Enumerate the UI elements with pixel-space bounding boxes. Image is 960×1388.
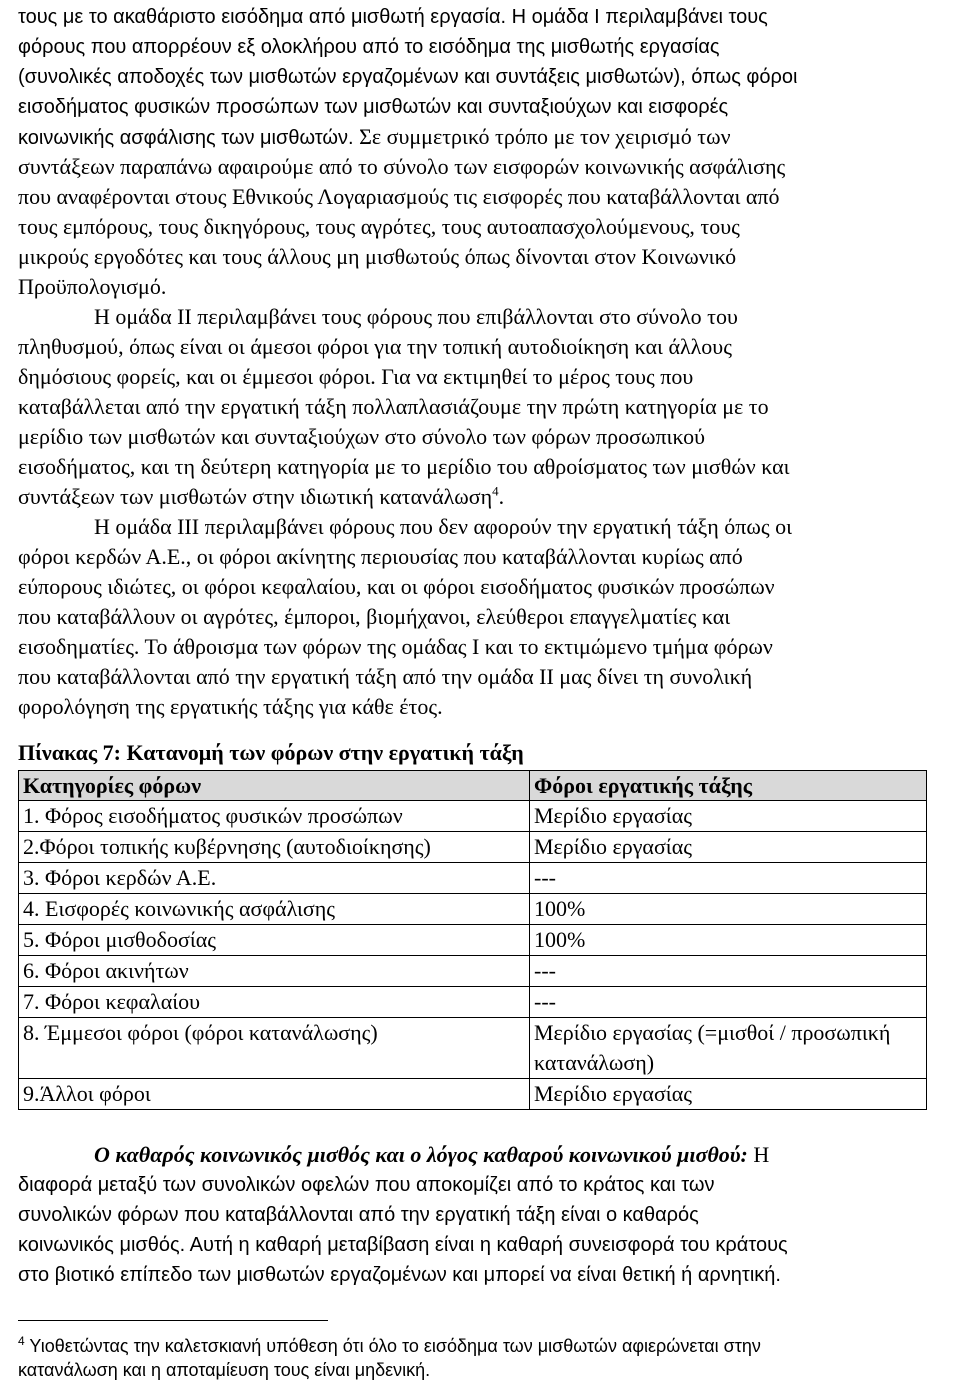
- table-row: [19, 801, 927, 832]
- section-4-line-3: συνολικών φόρων που καταβάλλονται από την εργατική τάξη είναι ο καθαρός: [18, 1204, 699, 1226]
- table-row: [19, 863, 927, 894]
- table-cell-share: Μερίδιο εργασίας: [530, 832, 927, 863]
- footnote-line-2: κατανάλωση και η αποταμίευση τους είναι μηδενική.: [18, 1360, 431, 1380]
- table-cell-share: ---: [530, 987, 927, 1018]
- table-row: [19, 987, 927, 1018]
- footnote-line-1: [18, 1334, 761, 1358]
- footnote-separator: [18, 1320, 328, 1321]
- section-4-first-line-rest: Η: [747, 1142, 770, 1167]
- table-cell-category: 8. Έμμεσοι φόροι (φόροι κατανάλωσης): [19, 1018, 530, 1079]
- table-cell-category: 3. Φόροι κερδών Α.Ε.: [19, 863, 530, 894]
- table-cell-category: 2.Φόροι τοπικής κυβέρνησης (αυτοδιοίκησης): [19, 832, 530, 863]
- paragraph-1-line-4: εισοδήματος φυσικών προσώπων των μισθωτών και συνταξιούχων και εισφορές: [18, 96, 729, 118]
- table-cell-category: 5. Φόροι μισθοδοσίας: [19, 925, 530, 956]
- paragraph-3-line-6: που καταβάλλονται από την εργατική τάξη από την ομάδα ΙΙ μας δίνει τη συνολική: [18, 664, 753, 689]
- paragraph-2-line-3: δημόσιους φορείς, και οι έμμεσοι φόροι. Για να εκτιμηθεί το μέρος τους που: [18, 364, 694, 389]
- table-cell-category: 1. Φόρος εισοδήματος φυσικών προσώπων: [19, 801, 530, 832]
- section-4-line-4: κοινωνικός μισθός. Αυτή η καθαρή μεταβίβαση είναι η καθαρή συνεισφορά του κράτους: [18, 1234, 788, 1256]
- paragraph-1-line-7: που αναφέρονται στους Εθνικούς Λογαριασμούς τις εισφορές που καταβάλλονται από: [18, 184, 780, 209]
- table-cell-share: 100%: [530, 925, 927, 956]
- paragraph-1-line-6: συντάξεων παραπάνω αφαιρούμε από το σύνολο των εισφορών κοινωνικής ασφάλισης: [18, 154, 786, 179]
- paragraph-2-line-4: καταβάλλεται από την εργατική τάξη πολλαπλασιάζουμε την πρώτη κατηγορία με το: [18, 394, 769, 419]
- table-cell-share: Μερίδιο εργασίας: [530, 1079, 927, 1110]
- paragraph-1-line-8: τους εμπόρους, τους δικηγόρους, τους αγρότες, τους αυτοαπασχολούμενους, τους: [18, 214, 740, 239]
- table-row: [19, 956, 927, 987]
- section-4-line-5: στο βιοτικό επίπεδο των μισθωτών εργαζομένων και μπορεί να είναι θετική ή αρνητική.: [18, 1264, 781, 1286]
- paragraph-2-line-1: Η ομάδα ΙΙ περιλαμβάνει τους φόρους που επιβάλλονται στο σύνολο του: [94, 304, 738, 329]
- paragraph-1-line-9: μικρούς εργοδότες και τους άλλους μη μισθωτούς όπως δίνονται στον Κοινωνικό: [18, 244, 737, 269]
- table-row: [19, 925, 927, 956]
- table-row: [19, 894, 927, 925]
- section-4-line-1: [94, 1140, 769, 1170]
- paragraph-1-line-10: Προϋπολογισμό.: [18, 274, 167, 299]
- table-cell-share: ---: [530, 956, 927, 987]
- paragraph-1-line-5-start: κοινωνικής ασφάλισης των μισθωτών.: [18, 127, 354, 149]
- paragraph-1-line-5: [18, 122, 731, 153]
- table-cell-category: 9.Άλλοι φόροι: [19, 1079, 530, 1110]
- footnote-text-1: Υιοθετώντας την καλετσκιανή υπόθεση ότι όλο το εισόδημα των μισθωτών αφιερώνεται στην: [24, 1336, 761, 1356]
- paragraph-2-line-7: [18, 482, 504, 512]
- table-header-categories: Κατηγορίες φόρων: [19, 771, 530, 801]
- footnote-number: 4: [18, 1334, 25, 1348]
- table-row: [19, 832, 927, 863]
- paragraph-2-line-6: εισοδήματος, και τη δεύτερη κατηγορία με το μερίδιο του αθροίσματος των μισθών και: [18, 454, 790, 479]
- table-header-working-class-taxes: Φόροι εργατικής τάξης: [530, 771, 927, 801]
- table-cell-share: Μερίδιο εργασίας: [530, 801, 927, 832]
- tax-distribution-table: [18, 770, 927, 1110]
- paragraph-1-line-3: (συνολικές αποδοχές των μισθωτών εργαζομένων και συντάξεις μισθωτών), όπως φόροι: [18, 66, 798, 88]
- footnote-reference: 4: [492, 483, 499, 499]
- table-cell-category: 7. Φόροι κεφαλαίου: [19, 987, 530, 1018]
- table-row: [19, 1018, 927, 1079]
- paragraph-3-line-3: εύπορους ιδιώτες, οι φόροι κεφαλαίου, και οι φόροι εισοδήματος φυσικών προσώπων: [18, 574, 775, 599]
- section-4-line-2: διαφορά μεταξύ των συνολικών οφελών που αποκομίζει από το κράτος και των: [18, 1174, 715, 1196]
- table-row: [19, 1079, 927, 1110]
- table-cell-share: 100%: [530, 894, 927, 925]
- table-cell-share: ---: [530, 863, 927, 894]
- paragraph-3-line-4: που καταβάλλουν οι αγρότες, έμποροι, βιομήχανοι, ελεύθεροι επαγγελματίες και: [18, 604, 731, 629]
- paragraph-2-line-5: μερίδιο των μισθωτών και συνταξιούχων στο σύνολο των φόρων προσωπικού: [18, 424, 705, 449]
- paragraph-3-line-7: φορολόγηση της εργατικής τάξης για κάθε έτος.: [18, 694, 443, 719]
- table-caption: Πίνακας 7: Κατανομή των φόρων στην εργατική τάξη: [18, 740, 524, 765]
- table-cell-category: 4. Εισφορές κοινωνικής ασφάλισης: [19, 894, 530, 925]
- paragraph-1-line-1: τους με το ακαθάριστο εισόδημα από μισθωτή εργασία. Η ομάδα Ι περιλαμβάνει τους: [18, 6, 768, 28]
- paragraph-1-line-5-rest: Σε συμμετρικό τρόπο με τον χειρισμό των: [353, 124, 731, 149]
- paragraph-2-end-punct: .: [498, 484, 505, 509]
- paragraph-3-line-2: φόροι κερδών Α.Ε., οι φόροι ακίνητης περιουσίας που καταβάλλονται κυρίως από: [18, 544, 743, 569]
- paragraph-3-line-1: Η ομάδα ΙΙΙ περιλαμβάνει φόρους που δεν αφορούν την εργατική τάξη όπως οι: [94, 514, 793, 539]
- section-4-heading: Ο καθαρός κοινωνικός μισθός και ο λόγος καθαρού κοινωνικού μισθού:: [94, 1142, 748, 1167]
- table-cell-category: 6. Φόροι ακινήτων: [19, 956, 530, 987]
- paragraph-2-line-2: πληθυσμού, όπως είναι οι άμεσοι φόροι για την τοπική αυτοδιοίκηση και άλλους: [18, 334, 732, 359]
- paragraph-1-line-2: φόρους που απορρέουν εξ ολοκλήρου από το εισόδημα της μισθωτής εργασίας: [18, 36, 720, 58]
- table-header-row: [19, 771, 927, 801]
- paragraph-2-line-7-text: συντάξεων των μισθωτών στην ιδιωτική κατανάλωση: [18, 484, 493, 509]
- table-cell-share: Μερίδιο εργασίας (=μισθοί / προσωπική κατανάλωση): [530, 1018, 927, 1079]
- paragraph-3-line-5: εισοδηματίες. Το άθροισμα των φόρων της ομάδας Ι και το εκτιμώμενο τμήμα φόρων: [18, 634, 773, 659]
